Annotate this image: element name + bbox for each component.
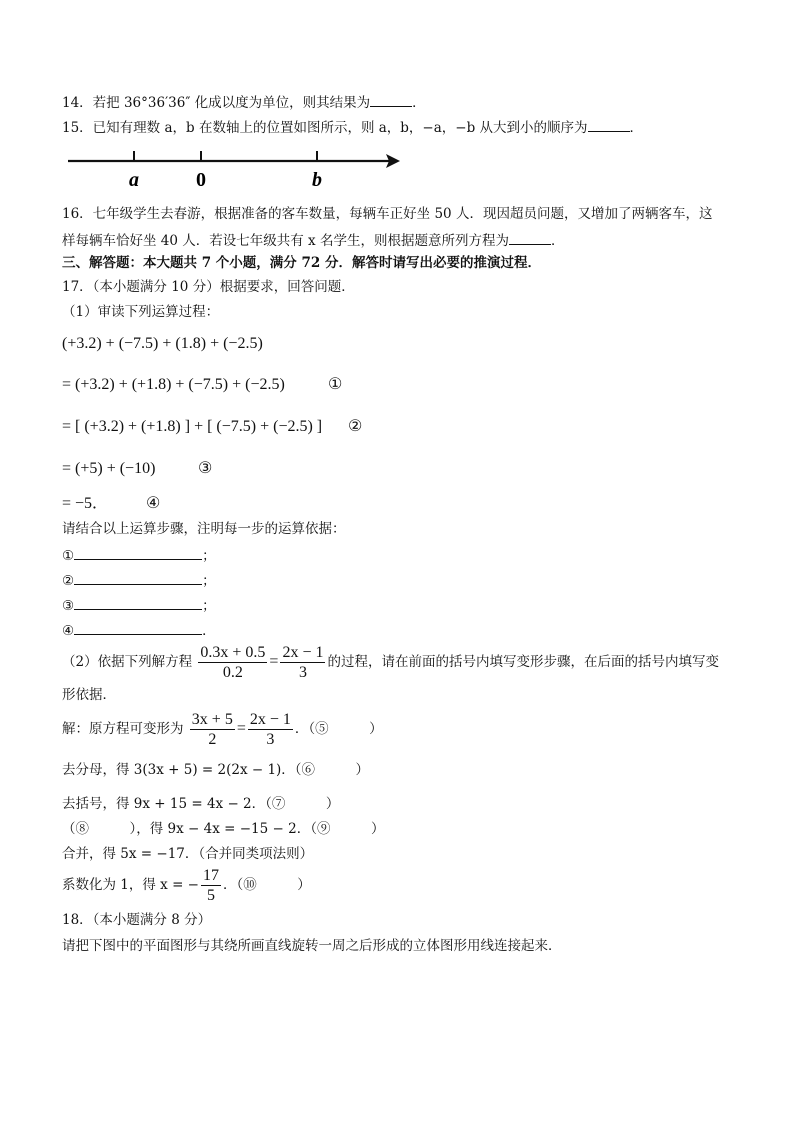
solution-step-4: （⑧ ），得 9x − 4x = −15 − 2．（⑨ ） [62, 821, 385, 837]
step1-fraction-left [190, 710, 235, 749]
part2-fraction-right [280, 643, 325, 682]
calc-line-0: (+3.2) + (−7.5) + (1.8) + (−2.5) [62, 335, 263, 352]
question-15-text: 15．已知有理数 a，b 在数轴上的位置如图所示，则 a，b，−a，−b 从大到小的顺序为 [62, 120, 588, 136]
question-15-end: ． [629, 120, 644, 136]
calc-line-1-expr: = (+3.2) + (+1.8) + (−7.5) + (−2.5) [62, 376, 285, 393]
calc-line-4 [62, 495, 161, 513]
basis-blank-2-end: ； [202, 573, 216, 589]
answer-blank-16[interactable] [509, 230, 551, 245]
step1-fraction-right-num: 2x − 1 [249, 711, 291, 728]
part2-equals: = [269, 653, 279, 670]
basis-blank-4-mark: ④ [62, 623, 75, 639]
number-line-figure [62, 143, 412, 193]
question-14-text: 14．若把 36°36′36″ 化成以度为单位，则其结果为 [62, 95, 371, 111]
question-16-end: ． [550, 233, 565, 249]
solution-step-6 [62, 866, 311, 905]
solution-step-3: 去括号，得 9x + 15 = 4x − 2．（⑦ ） [62, 796, 340, 812]
question-15 [62, 117, 643, 137]
basis-blank-4 [62, 620, 216, 640]
step1-equals: = [236, 720, 246, 737]
step6-fraction [201, 866, 221, 905]
question-18-heading: 18．（本小题满分 8 分） [62, 912, 212, 928]
part2-fraction-right-num: 2x − 1 [282, 644, 324, 661]
part2-fraction-right-den: 3 [298, 664, 307, 681]
basis-blank-3-line[interactable] [74, 595, 202, 610]
basis-blank-1-end: ； [202, 548, 216, 564]
basis-blank-4-end: ． [202, 623, 216, 639]
question-16-line1: 16．七年级学生去春游，根据准备的客车数量，每辆车正好坐 50 人．现因超员问题，又增加了两辆客车，这 [62, 206, 713, 222]
question-17-part2-cont: 形依据． [62, 687, 116, 703]
label-b: b [312, 169, 322, 191]
question-17-part2 [62, 643, 719, 682]
calc-line-1 [62, 376, 343, 394]
label-a: a [129, 169, 139, 191]
calc-line-4-expr: = −5． [62, 495, 109, 512]
part2-rest: 的过程，请在前面的括号内填写变形步骤，在后面的括号内填写变 [327, 654, 719, 670]
question-18-text: 请把下图中的平面图形与其绕所画直线旋转一周之后形成的立体图形用线连接起来． [62, 938, 562, 954]
calc-mark-4: ④ [146, 495, 161, 512]
calc-mark-1: ① [328, 376, 343, 393]
step1-fraction-right [248, 710, 293, 749]
solution-step-6-blank[interactable]: ．（⑩ ） [223, 877, 311, 893]
basis-blank-3-mark: ③ [62, 598, 75, 614]
question-17-instruction: 请结合以上运算步骤，注明每一步的运算依据： [62, 521, 346, 537]
basis-blank-2 [62, 570, 216, 590]
solution-step-1 [62, 710, 383, 749]
part2-fraction-left [198, 643, 267, 682]
part2-fraction-left-num: 0.3x + 0.5 [200, 644, 266, 661]
step1-fraction-left-num: 3x + 5 [191, 711, 233, 728]
basis-blank-1 [62, 545, 216, 565]
part2-intro: （2）依据下列解方程 [62, 654, 193, 670]
basis-blank-2-mark: ② [62, 573, 75, 589]
step6-fraction-num: 17 [203, 867, 219, 884]
label-0: 0 [196, 169, 206, 191]
question-17-heading: 17．（本小题满分 10 分）根据要求，回答问题． [62, 279, 355, 295]
calc-line-2 [62, 418, 363, 436]
basis-blank-2-line[interactable] [74, 570, 202, 585]
question-14 [62, 92, 426, 112]
step6-fraction-den: 5 [207, 887, 215, 904]
solution-step-1-label: 解：原方程可变形为 [62, 721, 184, 737]
answer-blank-15[interactable] [588, 117, 630, 132]
basis-blank-4-line[interactable] [74, 620, 202, 635]
question-17-part1: （1）审读下列运算过程： [62, 304, 220, 320]
basis-blank-3-end: ； [202, 598, 216, 614]
step1-fraction-right-den: 3 [266, 731, 275, 748]
solution-step-1-blank[interactable]: ．（⑤ ） [294, 721, 383, 737]
question-16-text: 样每辆车恰好坐 40 人．若设七年级共有 x 名学生，则根据题意所列方程为 [62, 233, 509, 249]
part2-fraction-left-den: 0.2 [222, 664, 243, 681]
calc-mark-3: ③ [198, 460, 213, 477]
basis-blank-1-mark: ① [62, 548, 75, 564]
solution-step-6-label: 系数化为 1，得 x = − [62, 877, 199, 893]
question-16-line2 [62, 230, 564, 250]
calc-line-2-expr: = [ (+3.2) + (+1.8) ] + [ (−7.5) + (−2.5) ] [62, 418, 323, 435]
calc-line-3-expr: = (+5) + (−10) [62, 460, 156, 477]
answer-blank-14[interactable] [370, 92, 412, 107]
calc-line-3 [62, 460, 213, 478]
step1-fraction-left-den: 2 [208, 731, 217, 748]
solution-step-2: 去分母，得 3(3x + 5) = 2(2x − 1)．（⑥ ） [62, 762, 370, 778]
solution-step-5: 合并，得 5x = −17．（合并同类项法则） [62, 846, 314, 862]
calc-mark-2: ② [348, 418, 363, 435]
basis-blank-3 [62, 595, 216, 615]
basis-blank-1-line[interactable] [74, 545, 202, 560]
question-14-end: ． [412, 95, 426, 111]
section-3-heading: 三、解答题：本大题共 7 个小题，满分 72 分．解答时请写出必要的推演过程． [62, 255, 541, 271]
